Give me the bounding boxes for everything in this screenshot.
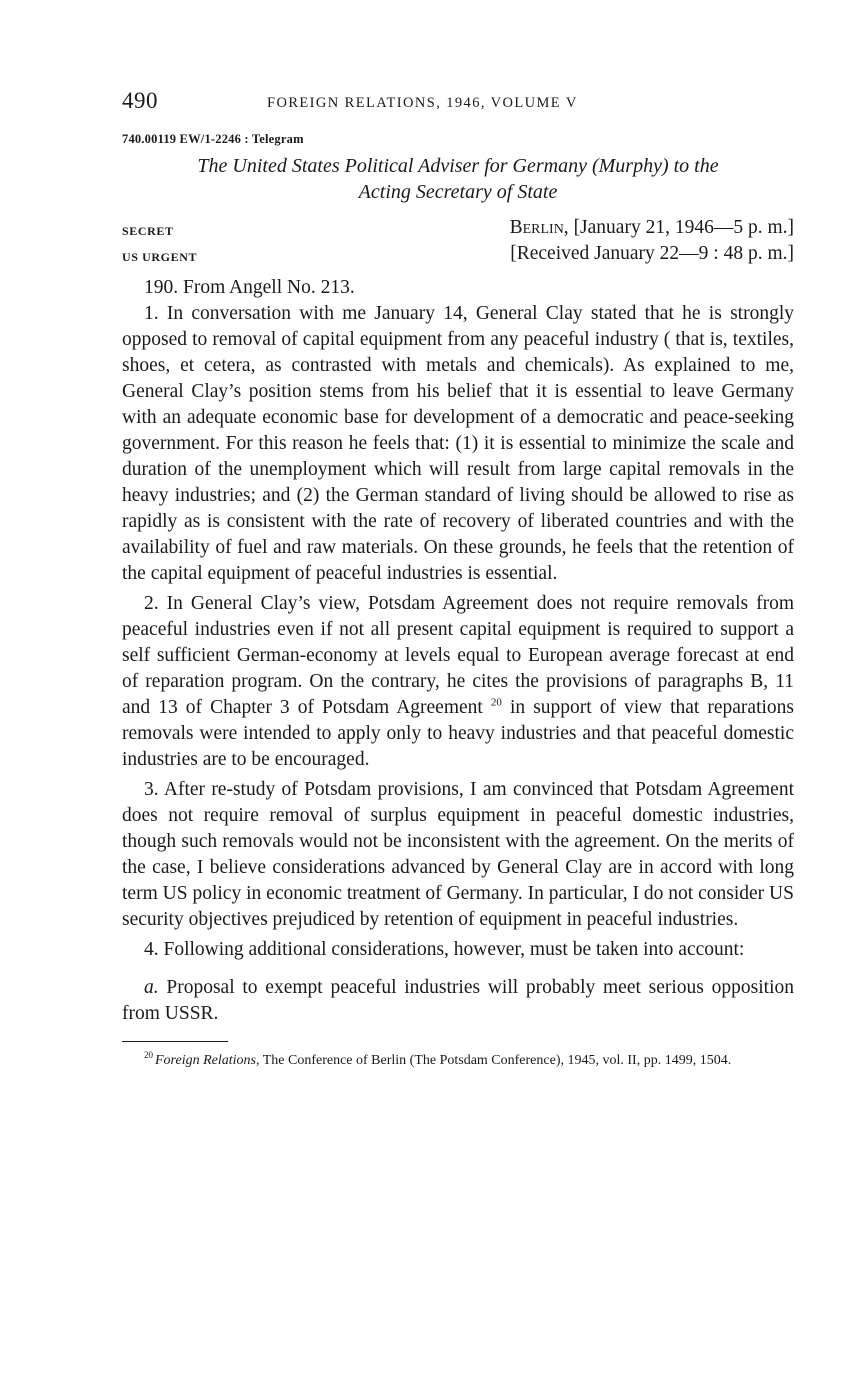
running-title: FOREIGN RELATIONS, 1946, VOLUME V	[267, 95, 578, 111]
paragraph-3: 3. After re-study of Potsdam provisions, I am convinced that Potsdam Agreement does not require removal of surplus equipment in peaceful domestic industries, though such removals would not be inconsistent with the agreement. On the merits of the case, I believe considerations advanced by General Clay are in accord with long term US policy in economic treatment of Germany. In particular, I do not consider US security objectives prejudiced by retention of equipment in peaceful industries.	[122, 779, 794, 930]
document-heading	[122, 153, 794, 205]
paragraph-2	[122, 591, 794, 773]
item-text: Proposal to exempt peaceful industries will probably meet serious opposition from USSR.	[122, 977, 794, 1024]
file-reference: 740.00119 EW/1-2246 : Telegram	[122, 132, 304, 146]
sent-line	[510, 217, 794, 239]
footnote	[122, 1052, 794, 1070]
footnote-divider	[122, 1041, 228, 1042]
footnote-mark: 20	[144, 1050, 153, 1061]
footnote-source: Foreign Relations,	[155, 1053, 260, 1068]
heading-line-1: The United States Political Adviser for Germany (Murphy) to the	[197, 155, 719, 177]
paragraph-intro: 190. From Angell No. 213.	[144, 277, 355, 298]
sent-date: [January 21, 1946—5 p. m.]	[573, 217, 794, 238]
page	[122, 88, 794, 1070]
paragraph-2-text-b: in support of view that reparations removals were intended to apply only to heavy industries and that peaceful domestic industries are to be encouraged.	[122, 697, 794, 770]
received-date: [Received January 22—9 : 48 p. m.]	[510, 243, 794, 264]
page-number: 490	[122, 88, 158, 113]
footnote-reference: 20	[490, 696, 502, 709]
item-label: a.	[144, 977, 159, 998]
paragraph-2-text-a: 2. In General Clay’s view, Potsdam Agreement does not require removals from peaceful industries even if not all present capital equipment is required to support a self sufficient German-economy at levels equal to European average forecast at end of reparation program. On the contrary, he cites the provisions of paragraphs B, 11 and 13 of Chapter 3 of Potsdam Agreement	[122, 593, 794, 718]
paragraph-4a	[122, 975, 794, 1027]
place-name: Berlin,	[509, 217, 569, 238]
telegram-meta	[122, 217, 794, 269]
paragraph-4: 4. Following additional considerations, however, must be taken into account:	[144, 939, 745, 960]
heading-line-2: Acting Secretary of State	[358, 181, 558, 203]
meta-row-sent	[122, 217, 794, 243]
classification-label: SECRET	[122, 224, 174, 238]
priority-label: US URGENT	[122, 250, 198, 264]
footnote-text: The Conference of Berlin (The Potsdam Conference), 1945, vol. II, pp. 1499, 1504.	[259, 1053, 732, 1068]
running-head	[122, 88, 794, 122]
meta-row-received	[122, 243, 794, 269]
paragraph-1: 1. In conversation with me January 14, General Clay stated that he is strongly opposed to removal of capital equipment from any peaceful industry ( that is, textiles, shoes, et cetera, as contrasted with metals and chemicals). As explained to me, General Clay’s position stems from his belief that it is essential to leave Germany with an adequate economic base for development of a democratic and peace-seeking government. For this reason he feels that: (1) it is essential to minimize the scale and duration of the unemployment which will result from large capital removals in the heavy industries; and (2) the German standard of living should be allowed to rise as rapidly as is consistent with the rate of recovery of liberated countries and with the availability of fuel and raw materials. On these grounds, he feels that the retention of the capital equipment of peaceful industries is essential.	[122, 303, 794, 584]
telegram-body	[122, 275, 794, 1027]
